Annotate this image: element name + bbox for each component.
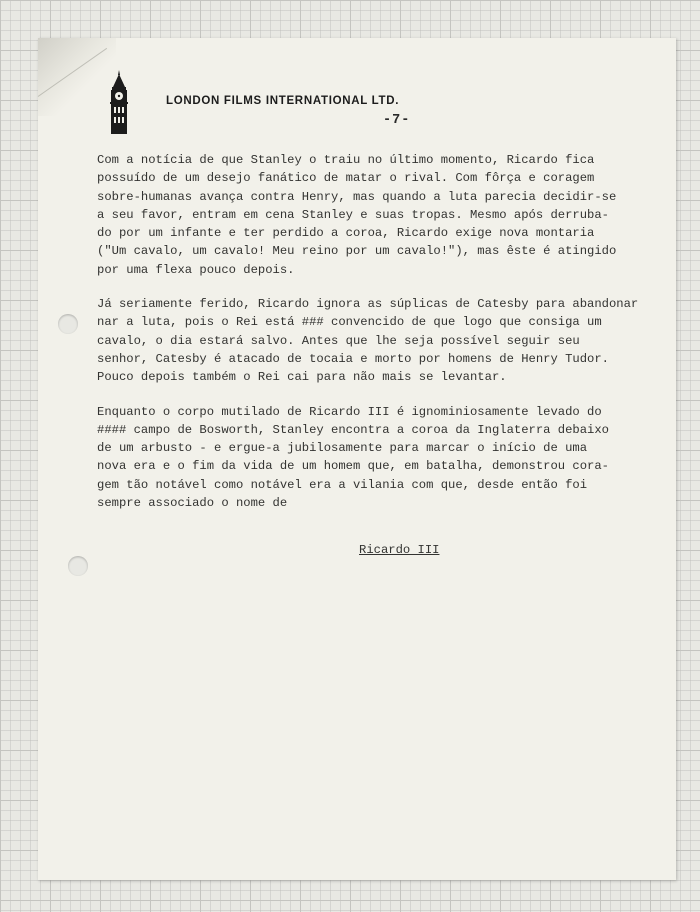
text-line: nar a luta, pois o Rei está ### convencido de que logo que consiga um: [97, 315, 602, 330]
paragraph-1: [97, 151, 672, 279]
text-line: sobre-humanas avança contra Henry, mas quando a luta parecia decidir-se: [97, 189, 617, 204]
text-line: Enquanto o corpo mutilado de Ricardo III é ignominiosamente levado do: [97, 404, 602, 419]
punch-hole-bottom: [68, 556, 88, 576]
punch-hole-top: [58, 314, 78, 334]
text-line: Já seriamente ferido, Ricardo ignora as súplicas de Catesby para abandonar: [97, 297, 639, 312]
text-line: cavalo, o dia estará salvo. Antes que lhe seja possível seguir seu: [97, 333, 580, 348]
text-line: Com a notícia de que Stanley o traiu no último momento, Ricardo fica: [97, 153, 595, 167]
text-line: do por um infante e ter perdido a coroa, Ricardo exige nova montaria: [97, 226, 595, 241]
company-name: LONDON FILMS INTERNATIONAL LTD.: [166, 95, 400, 107]
text-line: Pouco depois também o Rei cai para não mais se levantar.: [97, 370, 507, 385]
text-line: a seu favor, entram em cena Stanley e suas tropas. Mesmo após derruba-: [97, 207, 609, 222]
text-line: #### campo de Bosworth, Stanley encontra a coroa da Inglaterra debaixo: [97, 422, 609, 437]
document-page: [38, 38, 676, 880]
text-line: nova era e o fim da vida de um homem que, em batalha, demonstrou cora-: [97, 459, 609, 474]
paragraph-2: [97, 295, 672, 386]
text-line: gem tão notável como notável era a vilania com que, desde então foi: [97, 477, 588, 492]
signature-title: Ricardo III: [359, 543, 440, 557]
text-line: possuído de um desejo fanático de matar o rival. Com fôrça e coragem: [97, 171, 595, 186]
paragraph-3: [97, 403, 672, 513]
text-line: por uma flexa pouco depois.: [97, 262, 295, 277]
text-line: ("Um cavalo, um cavalo! Meu reino por um cavalo!"), mas êste é atingido: [97, 244, 617, 259]
page-number: -7-: [383, 113, 411, 128]
text-line: sempre associado o nome de: [97, 496, 288, 511]
text-line: senhor, Catesby é atacado de tocaia e morto por homens de Henry Tudor.: [97, 351, 609, 366]
big-ben-tower-icon: [106, 70, 132, 134]
body-text: [97, 151, 672, 528]
text-line: de um arbusto - e ergue-a jubilosamente para marcar o início de uma: [97, 441, 588, 456]
